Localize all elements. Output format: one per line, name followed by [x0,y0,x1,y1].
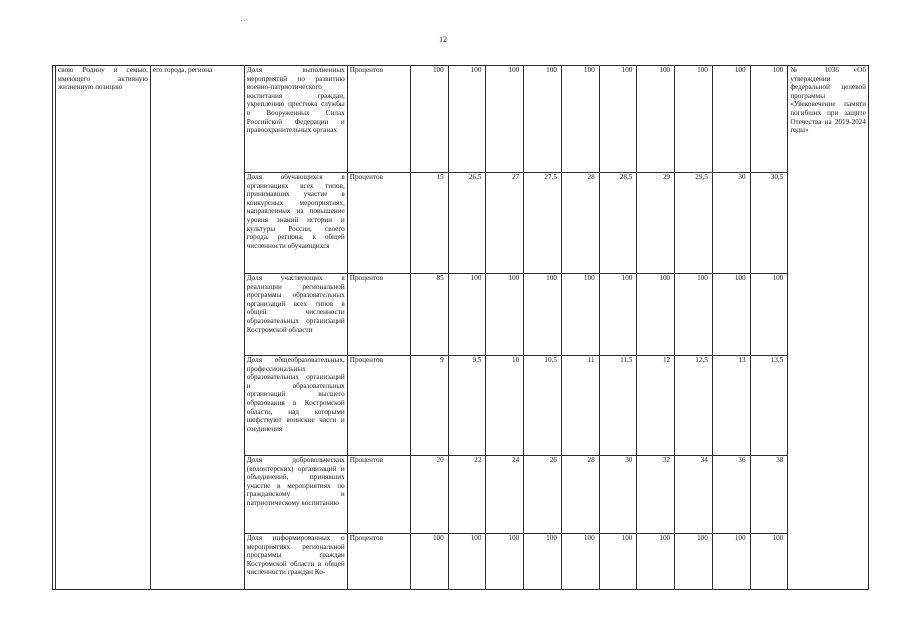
value-cell: 100 [637,66,675,173]
value-cell: 32 [637,456,675,534]
page-number: 12 [439,35,447,44]
unit-cell: Процентов [347,173,410,274]
value-cell: 9,5 [448,356,486,456]
value-cell: 100 [675,274,713,356]
scan-speck [241,20,242,21]
value-cell: 100 [410,66,448,173]
value-cell: 100 [486,66,524,173]
value-cell: 11 [561,356,599,456]
unit-cell: Процентов [347,66,410,173]
scope-cell: его города, региона [150,66,244,590]
value-cell: 28,5 [599,173,637,274]
indicator-cell: Доля информированных о мероприятиях региональной программы граждан Костромской области в общей численности граждан Ко- [244,534,347,590]
value-cell: 12 [637,356,675,456]
value-cell: 100 [524,534,562,590]
value-cell: 100 [750,534,788,590]
value-cell: 27 [486,173,524,274]
value-cell: 36 [712,456,750,534]
value-cell: 22 [448,456,486,534]
value-cell: 100 [675,534,713,590]
value-cell: 100 [599,274,637,356]
value-cell: 20 [410,456,448,534]
value-cell: 24 [486,456,524,534]
value-cell: 30 [599,456,637,534]
value-cell: 29 [637,173,675,274]
value-cell: 100 [524,66,562,173]
value-cell: 100 [637,274,675,356]
value-cell: 10,5 [524,356,562,456]
value-cell: 100 [675,66,713,173]
value-cell: 85 [410,274,448,356]
value-cell: 26 [524,456,562,534]
program-cell: № 1036 «Об утверждении федеральной целевой программы «Увековечение памяти погибших при защите Отечества на 2019-2024 годы» [788,66,869,590]
value-cell: 34 [675,456,713,534]
value-cell: 100 [712,66,750,173]
value-cell: 9 [410,356,448,456]
indicator-cell: Доля добровольческих (волонтерских) организаций и объединений, принявших участие в мероприятиях по гражданскому и патриотическому воспитанию [244,456,347,534]
value-cell: 100 [599,534,637,590]
value-cell: 100 [561,534,599,590]
value-cell: 15 [410,173,448,274]
unit-cell: Процентов [347,534,410,590]
value-cell: 100 [486,534,524,590]
goal-cell: свою Родину и семью, имеющего активную жизненную позицию [56,66,151,590]
value-cell: 10 [486,356,524,456]
value-cell: 100 [524,274,562,356]
value-cell: 100 [448,274,486,356]
table-row [53,66,869,173]
indicator-cell: Доля участвующих в реализации региональной программы образовательных организаций всех типов в общей численности образовательных организаций Костромской области [244,274,347,356]
value-cell: 29,5 [675,173,713,274]
value-cell: 28 [561,456,599,534]
value-cell: 27,5 [524,173,562,274]
value-cell: 100 [599,66,637,173]
value-cell: 28 [561,173,599,274]
indicator-cell: Доля общеобразовательных, профессиональных образовательных организаций и образовательных организаций высшего образования в Костромской области, над которыми шефствуют воинские части и соединения [244,356,347,456]
value-cell: 26,5 [448,173,486,274]
unit-cell: Процентов [347,274,410,356]
unit-cell: Процентов [347,356,410,456]
value-cell: 30,5 [750,173,788,274]
indicator-cell: Доля выполненных мероприятий по развитию военно-патриотического воспитания граждан, укреплению престижа службы в Вооруженных Силах Российской Федерации и правоохранительных органах [244,66,347,173]
value-cell: 100 [561,66,599,173]
value-cell: 100 [486,274,524,356]
indicator-cell: Доля обучающихся в организациях всех типов, принимавших участие в конкурсных мероприятиях, направленных на повышение уровня знаний истории и культуры России, своего города, региона, к общей численности обучающихся [244,173,347,274]
value-cell: 12,5 [675,356,713,456]
value-cell: 11,5 [599,356,637,456]
value-cell: 13 [712,356,750,456]
value-cell: 100 [410,534,448,590]
value-cell: 100 [750,274,788,356]
value-cell: 38 [750,456,788,534]
value-cell: 30 [712,173,750,274]
value-cell: 100 [448,66,486,173]
value-cell: 100 [561,274,599,356]
value-cell: 100 [637,534,675,590]
value-cell: 100 [712,534,750,590]
value-cell: 100 [712,274,750,356]
unit-cell: Процентов [347,456,410,534]
indicators-table [52,65,869,590]
value-cell: 100 [750,66,788,173]
value-cell: 13,5 [750,356,788,456]
value-cell: 100 [448,534,486,590]
